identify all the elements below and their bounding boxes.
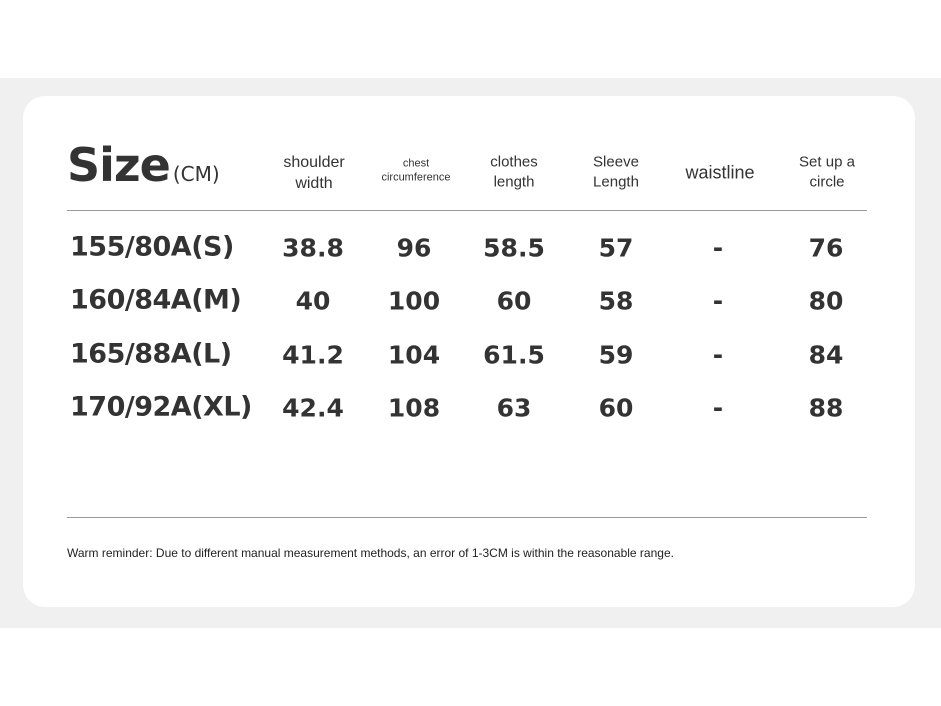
table-cell: 42.4 <box>282 393 344 423</box>
row-size-label: 165/88A(L) <box>70 338 232 370</box>
title-unit: (CM) <box>172 162 220 186</box>
table-cell: 80 <box>808 286 844 316</box>
table-cell: 96 <box>396 233 432 263</box>
table-cell: 84 <box>808 340 844 370</box>
table-cell: 60 <box>598 393 634 423</box>
table-cell: 88 <box>808 393 844 423</box>
table-cell: 61.5 <box>483 340 545 370</box>
header-sleeve-length: Sleeve Length <box>593 153 639 190</box>
table-cell: 59 <box>598 340 634 370</box>
table-cell: 58.5 <box>483 233 545 263</box>
header-set-up-circle: Set up a circle <box>799 153 855 190</box>
table-cell: 40 <box>295 286 331 316</box>
table-cell: 57 <box>598 233 634 263</box>
table-cell: - <box>712 340 724 370</box>
title-main: Size <box>67 138 170 192</box>
table-cell: 108 <box>387 393 441 423</box>
table-cell: 104 <box>387 340 441 370</box>
table-cell: 58 <box>598 286 634 316</box>
header-chest-circumference: chest circumference <box>381 157 451 184</box>
row-size-label: 170/92A(XL) <box>70 391 252 423</box>
table-cell: 38.8 <box>282 233 344 263</box>
table-cell: - <box>712 286 724 316</box>
row-size-label: 155/80A(S) <box>70 231 234 263</box>
header-clothes-length: clothes length <box>490 153 538 190</box>
table-cell: 60 <box>496 286 532 316</box>
table-cell: - <box>712 393 724 423</box>
table-cell: - <box>712 233 724 263</box>
table-cell: 100 <box>387 286 441 316</box>
warm-reminder-note: Warm reminder: Due to different manual measurement methods, an error of 1-3CM is within the reasonable range. <box>67 546 674 560</box>
table-cell: 76 <box>808 233 844 263</box>
size-chart-title <box>67 138 220 192</box>
footer-divider <box>67 517 867 518</box>
row-size-label: 160/84A(M) <box>70 284 242 316</box>
header-divider <box>67 210 867 211</box>
header-waistline: waistline <box>685 162 755 183</box>
table-cell: 63 <box>496 393 532 423</box>
table-cell: 41.2 <box>282 340 344 370</box>
header-shoulder-width: shoulder width <box>283 154 345 192</box>
